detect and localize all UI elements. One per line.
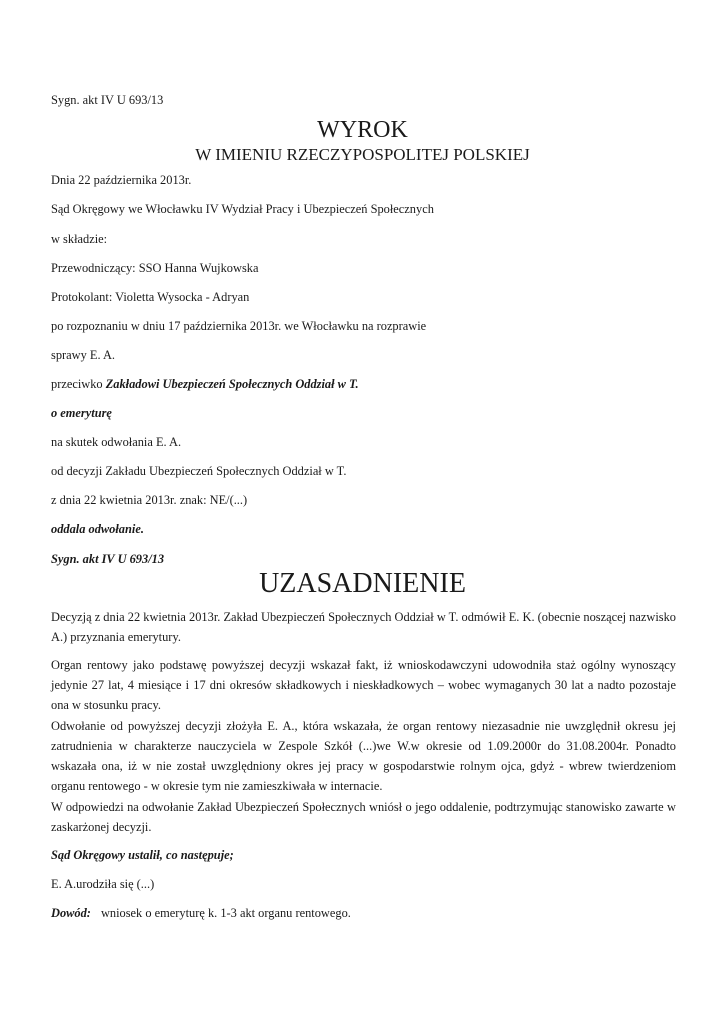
evidence-line <box>51 903 676 923</box>
appeal-basis: na skutek odwołania E. A. <box>51 435 182 449</box>
verdict: oddala odwołanie. <box>51 522 144 536</box>
judgment-subtitle: W IMIENIU RZECZYPOSPOLITEJ POLSKIEJ <box>195 145 530 164</box>
findings-heading: Sąd Okręgowy ustalił, co następuje; <box>51 848 234 862</box>
case-subject: o emeryturę <box>51 406 112 420</box>
case-signature-justification: Sygn. akt IV U 693/13 <box>51 552 165 566</box>
judgment-date: Dnia 22 października 2013r. <box>51 173 192 187</box>
hearing-info: po rozpoznaniu w dniu 17 października 2013r. we Włocławku na rozprawie <box>51 319 427 333</box>
against-prefix: przeciwko <box>51 377 106 391</box>
decision-reference: z dnia 22 kwietnia 2013r. znak: NE/(...) <box>51 493 248 507</box>
justification-title: UZASADNIENIE <box>259 568 466 599</box>
judgment-title: WYROK <box>317 117 408 143</box>
justification-paragraph-4: W odpowiedzi na odwołanie Zakład Ubezpieczeń Społecznych wniósł o jego oddalenie, podtrzymując stanowisko zawarte w zaskarżonej decyzji. <box>51 800 676 834</box>
against-party: Zakładowi Ubezpieczeń Społecznych Oddział w T. <box>105 377 359 391</box>
case-party: sprawy E. A. <box>51 348 116 362</box>
court-clerk: Protokolant: Violetta Wysocka - Adryan <box>51 290 250 304</box>
justification-paragraph-3: Odwołanie od powyższej decyzji złożyła E. A., która wskazała, że organ rentowy niezasadnie nie uwzględnił okresu jej zatrudnienia w charakterze nauczyciela w Zespole Szkół (...)we W.w okresie od 1.09.2000r do 31.08.2004r. Ponadto wskazała ona, iż w nie został uwzględniony okres jej pracy w gospodarstwie rolnym ojca, gdyż - wbrew twierdzeniom organu rentowego - w okresie tym nie zamieszkiwała w internacie. <box>51 719 676 793</box>
case-signature-top: Sygn. akt IV U 693/13 <box>51 93 164 107</box>
presiding-judge: Przewodniczący: SSO Hanna Wujkowska <box>51 261 259 275</box>
birth-info: E. A.urodziła się (...) <box>51 877 155 891</box>
evidence-text: wniosek o emeryturę k. 1-3 akt organu rentowego. <box>100 906 351 920</box>
court-name: Sąd Okręgowy we Włocławku IV Wydział Pracy i Ubezpieczeń Społecznych <box>51 202 434 216</box>
justification-paragraph-2: Organ rentowy jako podstawę powyższej decyzji wskazał fakt, iż wnioskodawczyni udowodniła staż ogólny wynoszący jedynie 27 lat, 4 miesiące i 17 dni okresów składkowych i nieskładkowych – wobec wymaganych 30 lat a nadto pozostaje ona w stosunku pracy. <box>51 658 676 712</box>
decision-of: od decyzji Zakładu Ubezpieczeń Społecznych Oddział w T. <box>51 464 347 478</box>
justification-paragraph-1: Decyzją z dnia 22 kwietnia 2013r. Zakład Ubezpieczeń Społecznych Oddział w T. odmówił E. K. (obecnie noszącej nazwisko A.) przyznania emerytury. <box>51 610 676 644</box>
composition-label: w składzie: <box>51 232 108 246</box>
against-line <box>51 374 676 394</box>
evidence-label: Dowód: <box>51 906 91 920</box>
